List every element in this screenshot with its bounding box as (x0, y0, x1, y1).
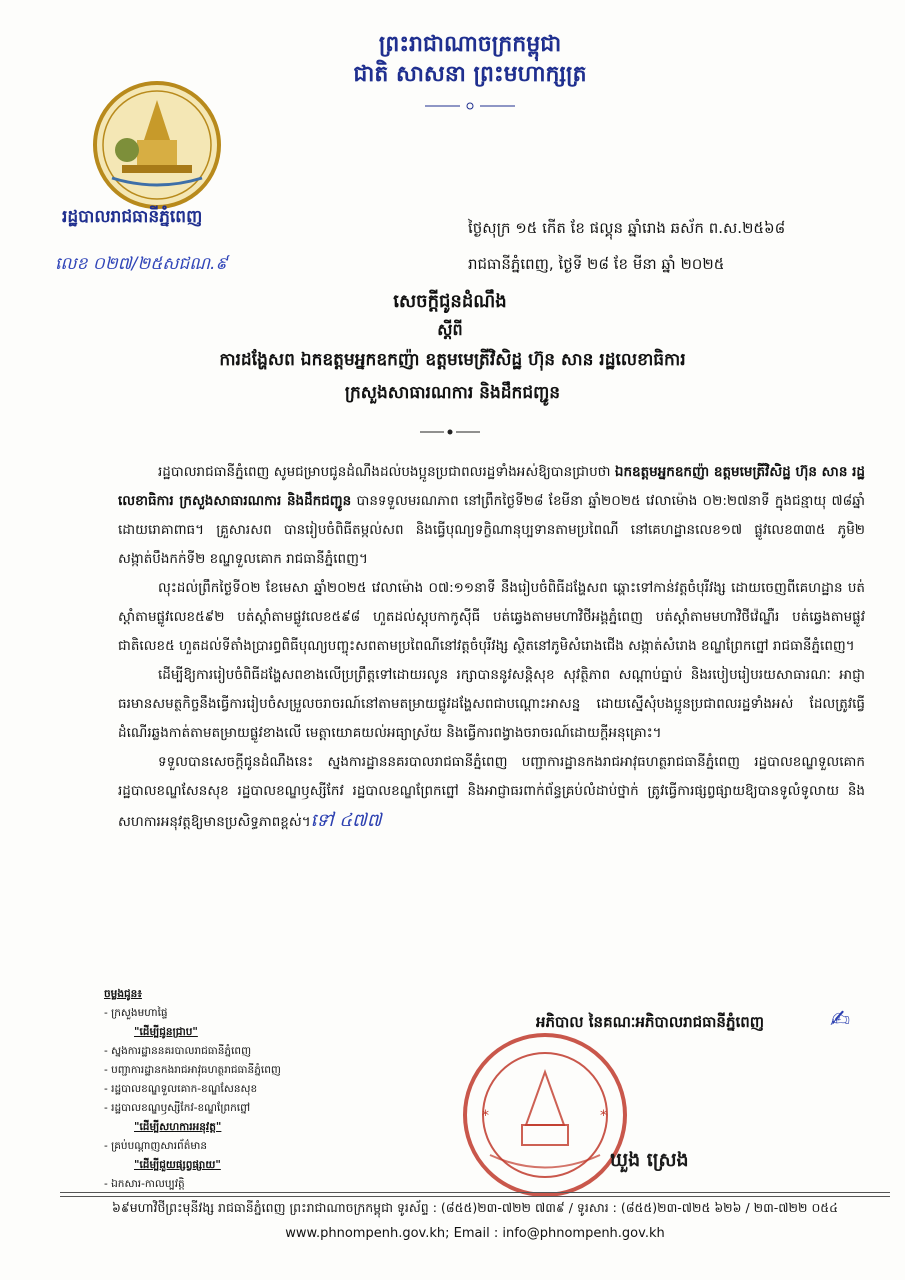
cc-item: - ក្រសួងមហាផ្ទៃ (104, 1007, 168, 1019)
cc-item: - ឯកសារ-កាលប្បវត្តិ (104, 1178, 185, 1190)
cc-item: - បញ្ជាការដ្ឋានកងរាជអាវុធហត្ថរាជធានីភ្នំពេញ (104, 1064, 281, 1076)
national-motto: ជាតិ សាសនា ព្រះមហាក្សត្រ (353, 62, 587, 87)
cc-item: - រដ្ឋបាលខណ្ឌឫស្សីកែវ-ខណ្ឌព្រែកព្នៅ (104, 1102, 251, 1114)
cc-note: "ដើម្បីជូនជ្រាប" (134, 1026, 198, 1038)
subject-line-2: ក្រសួងសាធារណការ និងដឹកជញ្ជូន (344, 383, 561, 403)
cc-item: - គ្រប់បណ្ដាញសារព័ត៌មាន (104, 1140, 208, 1152)
solar-date: រាជធានីភ្នំពេញ, ថ្ងៃទី ២៨ ខែ មីនា ឆ្នាំ ២០២៥ (468, 255, 725, 273)
motto-ornament-icon (425, 101, 515, 111)
office-name: រដ្ឋបាលរាជធានីភ្នំពេញ (62, 207, 203, 227)
reference-number: លេខ ០២៧/២៥សជណ.៩ (55, 254, 228, 274)
cc-note: "ដើម្បីសហការអនុវត្ត" (134, 1121, 222, 1133)
cc-item: - រដ្ឋបាលខណ្ឌទួលគោក-ខណ្ឌសែនសុខ (104, 1083, 258, 1095)
footer-divider (60, 1192, 890, 1197)
cc-note: "ដើម្បីជួយផ្សព្វផ្សាយ" (134, 1159, 221, 1171)
svg-text:*: * (600, 1108, 607, 1124)
paragraph-4 (118, 748, 865, 837)
signer-name: ឃួង ស្រេង (610, 1149, 689, 1171)
kingdom-title: ព្រះរាជាណាចក្រកម្ពុជា (378, 32, 562, 57)
cc-list (104, 985, 304, 1194)
paragraph-3: ដើម្បីឱ្យការរៀបចំពិធីដង្ហែសពខាងលើប្រព្រឹត្តទៅដោយរលូន រក្សាបាននូវសន្តិសុខ សុវត្ថិភាព សណ្ដាប់ធ្នាប់ និងរបៀបរៀបរយសាធារណៈ អាជ្ញាធរមានសមត្ថកិច្ចនឹងធ្វើការរៀបចំសម្រួលចរាចរណ៍នៅតាមតម្រាយផ្លូវដង្ហែសពជាបណ្ដោះអាសន្ន ដោយស្នើសុំបងប្អូនប្រជាពលរដ្ឋទាំងអស់ ដែលត្រូវធ្វើដំណើរឆ្លងកាត់តាមតម្រាយផ្លូវខាងលើ មេត្តាយោគយល់អធ្យាស្រ័យ និងធ្វើការពង្វាងចរាចរណ៍ដោយក្ដីអនុគ្រោះ។ (118, 667, 865, 741)
paragraph-1-bold: ឯកឧត្តមអ្នកឧកញ៉ា ឧត្តមមេត្រីវិសិដ្ឋ ហ៊ុន សាន រដ្ឋលេខាធិការ ក្រសួងសាធារណការ និងដឹកជញ្ជូន (118, 464, 865, 509)
paragraph-1 (118, 458, 865, 574)
paragraph-1-rest: បានទទួលមរណភាព នៅព្រឹកថ្ងៃទី២៨ ខែមីនា ឆ្នាំ២០២៥ វេលាម៉ោង ០២:២៧នាទី ក្នុងជន្មាយុ ៧៨ឆ្នាំ ដោយរោគាពាធ។ គ្រួសារសព បានរៀបចំពិធីតម្កល់សព និងធ្វើបុណ្យទក្ខិណានុប្បទានតាមប្រពៃណី នៅគេហដ្ឋានលេខ១៧ ផ្លូវលេខ៣៣៥ ភូមិ២ សង្កាត់បឹងកក់ទី២ ខណ្ឌទួលគោក រាជធានីភ្នំពេញ។ (118, 493, 866, 567)
notice-body (118, 458, 865, 837)
signatory-title: អភិបាល នៃគណៈអភិបាលរាជធានីភ្នំពេញ (535, 1013, 765, 1031)
svg-text:*: * (482, 1108, 489, 1124)
regarding-label: ស្ដីពី (437, 320, 463, 339)
document-title: សេចក្ដីជូនដំណឹង (393, 291, 507, 312)
cc-item: - ស្នងការដ្ឋាននគរបាលរាជធានីភ្នំពេញ (104, 1045, 252, 1057)
paragraph-2: លុះដល់ព្រឹកថ្ងៃទី០២ ខែមេសា ឆ្នាំ២០២៥ វេលាម៉ោង ០៧:១១នាទី នឹងរៀបចំពិធីដង្ហែសព ឆ្ពោះទៅកាន់វត្តចំបុរីវង្ស ដោយចេញពីគេហដ្ឋាន បត់ស្ដាំតាមផ្លូវលេខ៥៩២ បត់ស្ដាំតាមផ្លូវលេខ៥៩៨ ហួតដល់ស្តុបកាកូស៊ីធី បត់ឆ្វេងតាមមហាវិថីអង្គភ្នំពេញ បត់ស្ដាំតាមមហាវិថីវ៉េណ្ឌឺរ បត់ឆ្វេងតាមផ្លូវជាតិលេខ៥ ហួតដល់ទីតាំងប្រារព្ធពិធីបុណ្យបញ្ចុះសពតាមប្រពៃណីនៅវត្តចំបុរីវង្ស ស្ថិតនៅភូមិសំរោងជើង សង្កាត់សំរោង ខណ្ឌព្រែកព្នៅ រាជធានីភ្នំពេញ។ (118, 580, 865, 654)
lunar-date: ថ្ងៃសុក្រ ១៥ កើត ខែ ផល្គុន ឆ្នាំរោង ឆស័ក ព.ស.២៥៦៨ (468, 219, 786, 237)
divider-ornament-icon (420, 428, 480, 436)
handwritten-signature-icon: ✍ (830, 1005, 851, 1033)
subject-line-1: ការដង្ហែសព ឯកឧត្តមអ្នកឧកញ៉ា ឧត្តមមេត្រីវិសិដ្ឋ ហ៊ុន សាន រដ្ឋលេខាធិការ (219, 350, 686, 370)
handwritten-initials: ទៅ ៤៧៧ (310, 810, 382, 831)
paragraph-4-text: ទទួលបានសេចក្ដីជូនដំណឹងនេះ ស្នងការដ្ឋាននគរបាលរាជធានីភ្នំពេញ បញ្ជាការដ្ឋានកងរាជអាវុធហត្ថរាជធានីភ្នំពេញ រដ្ឋបាលខណ្ឌទួលគោក រដ្ឋបាលខណ្ឌសែនសុខ រដ្ឋបាលខណ្ឌឫស្សីកែវ រដ្ឋបាលខណ្ឌព្រែកព្នៅ និងអាជ្ញាធរពាក់ព័ន្ធគ្រប់លំដាប់ថ្នាក់ ត្រូវធ្វើការផ្សព្វផ្សាយឱ្យបានទូលំទូលាយ និងសហការអនុវត្តឱ្យមានប្រសិទ្ធភាពខ្ពស់។ (118, 754, 865, 830)
paragraph-1-intro: រដ្ឋបាលរាជធានីភ្នំពេញ សូមជម្រាបជូនដំណឹងដល់បងប្អូនប្រជាពលរដ្ឋទាំងអស់ឱ្យបានជ្រាបថា (158, 464, 611, 480)
footer-address: ៦៩មហាវិថីព្រះមុនីវង្ស រាជធានីភ្នំពេញ ព្រះរាជាណាចក្រកម្ពុជា ទូរស័ព្ទ : (៨៥៥)២៣-៧២២ ៧៣៩ / ទូរសារ : (៨៥៥)២៣-៧២៥ ៦២៦ / ២៣-៧២២ ០៥៤ (112, 1200, 838, 1215)
phnom-penh-emblem-icon (92, 80, 222, 210)
footer-contact: www.phnompenh.gov.kh; Email : info@phnompenh.gov.kh (285, 1226, 665, 1241)
official-seal-icon (460, 1030, 630, 1200)
kingdom-header (310, 30, 630, 120)
cc-title: ចម្លងជូន៖ (104, 988, 142, 1000)
